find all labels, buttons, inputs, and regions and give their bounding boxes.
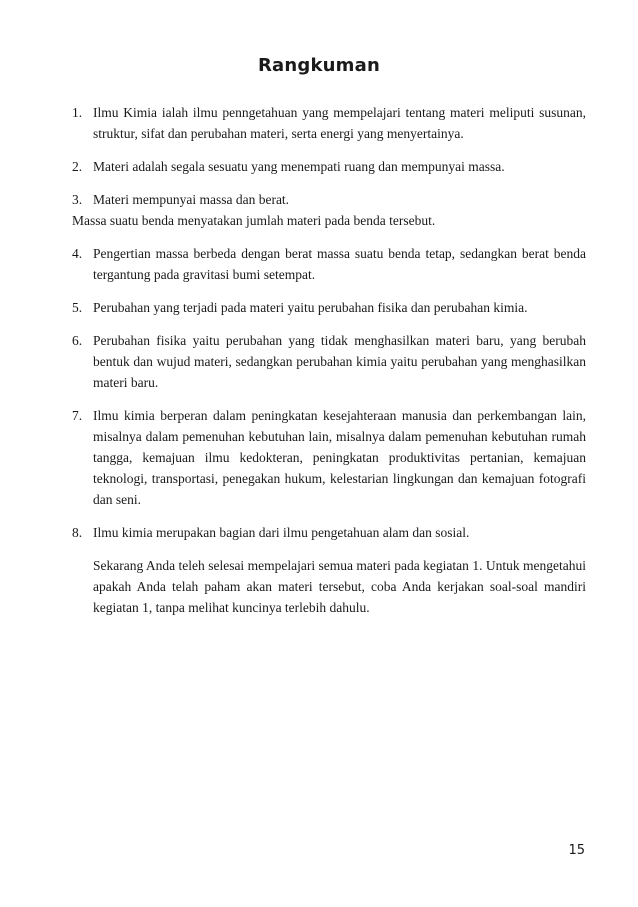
page-number: 15 <box>568 843 585 858</box>
summary-list <box>72 102 586 618</box>
item-text: Perubahan yang terjadi pada materi yaitu perubahan fisika dan perubahan kimia. <box>93 300 528 315</box>
closing-note: Sekarang Anda teleh selesai mempelajari semua materi pada kegiatan 1. Untuk mengetahui apakah Anda telah paham akan materi tersebut, coba Anda kerjakan soal-soal mandiri kegiatan 1, tanpa melihat kuncinya terlebih dahulu. <box>93 558 586 615</box>
list-item-4 <box>72 243 586 285</box>
item-text: Ilmu kimia berperan dalam peningkatan kesejahteraan manusia dan perkembangan lain, misalnya dalam pemenuhan kebutuhan lain, misalnya dalam pemenuhan kebutuhan rumah tangga, kemajuan ilmu kedokteran, peningkatan produktivitas pertanian, kemajuan teknologi, transportasi, penegakan hukum, kelestarian lingkungan dan kemajuan fotografi dan seni. <box>93 408 586 507</box>
item-number: 1. <box>72 105 83 120</box>
list-item-5 <box>72 297 586 318</box>
item-continuation: Massa suatu benda menyatakan jumlah materi pada benda tersebut. <box>72 213 436 228</box>
item-text: Materi mempunyai massa dan berat. <box>93 192 290 207</box>
item-number: 7. <box>72 408 83 423</box>
list-item-8 <box>72 522 586 543</box>
page-title: Rangkuman <box>257 55 380 76</box>
item-text: Perubahan fisika yaitu perubahan yang tidak menghasilkan materi baru, yang berubah bentuk dan wujud materi, sedangkan perubahan kimia yaitu perubahan yang menghasilkan materi baru. <box>93 333 586 390</box>
item-number: 2. <box>72 159 83 174</box>
item-text: Materi adalah segala sesuatu yang menempati ruang dan mempunyai massa. <box>93 159 505 174</box>
list-item-2 <box>72 156 586 177</box>
item-number: 5. <box>72 300 83 315</box>
list-item-6 <box>72 330 586 393</box>
list-item-3 <box>72 189 586 231</box>
item-number: 4. <box>72 246 83 261</box>
list-item-1 <box>72 102 586 144</box>
item-text: Pengertian massa berbeda dengan berat massa suatu benda tetap, sedangkan berat benda tergantung pada gravitasi bumi setempat. <box>93 246 586 282</box>
item-number: 6. <box>72 333 83 348</box>
item-text: Ilmu Kimia ialah ilmu penngetahuan yang mempelajari tentang materi meliputi susunan, struktur, sifat dan perubahan materi, serta energi yang menyertainya. <box>93 105 586 141</box>
item-text: Ilmu kimia merupakan bagian dari ilmu pengetahuan alam dan sosial. <box>93 525 470 540</box>
item-number: 3. <box>72 192 83 207</box>
list-item-7 <box>72 405 586 510</box>
item-number: 8. <box>72 525 83 540</box>
